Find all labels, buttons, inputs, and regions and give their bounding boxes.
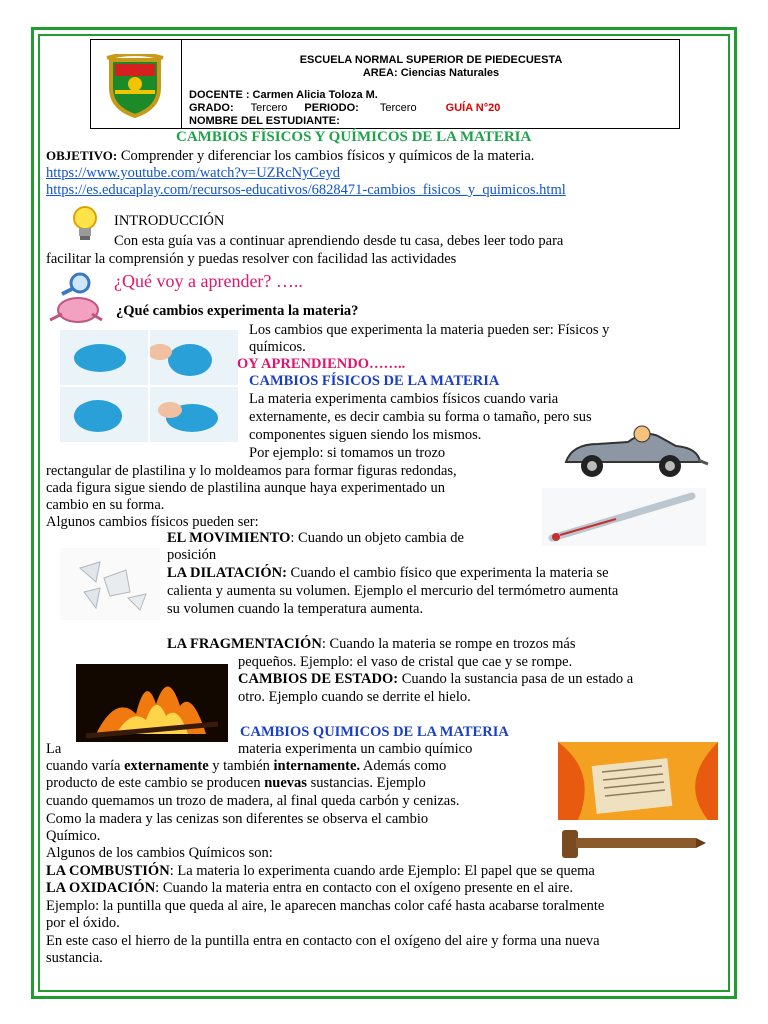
chemical-line-4: cuando quemamos un trozo de madera, al final queda carbón y cenizas. bbox=[46, 793, 460, 809]
chem-l3c: sustancias. Ejemplo bbox=[306, 775, 426, 791]
physical-line-6: cada figura sigue siendo de plastilina aunque haya experimentado un bbox=[46, 480, 446, 496]
fragmentation-label: LA FRAGMENTACIÓN bbox=[167, 636, 322, 652]
brain-icon bbox=[46, 296, 108, 326]
objective-label: OBJETIVO: bbox=[46, 148, 118, 163]
state-change-label: CAMBIOS DE ESTADO: bbox=[238, 671, 399, 687]
combustion-line bbox=[46, 863, 595, 880]
lightbulb-icon bbox=[68, 204, 102, 244]
thermometer-image bbox=[542, 488, 706, 546]
example-line-2: por el óxido. bbox=[46, 915, 120, 931]
chem-l3b: nuevas bbox=[264, 775, 307, 791]
fragmentation-line bbox=[167, 636, 576, 653]
physical-line-4: Por ejemplo: si tomamos un trozo bbox=[249, 445, 446, 461]
combustion-label: LA COMBUSTIÓN bbox=[46, 863, 170, 879]
objective bbox=[46, 147, 534, 165]
chemical-line-5: Como la madera y las cenizas son diferentes se observa el cambio bbox=[46, 811, 429, 827]
burning-paper-image bbox=[558, 742, 718, 820]
physical-line-8: Algunos cambios físicos pueden ser: bbox=[46, 514, 259, 530]
intro-heading: INTRODUCCIÓN bbox=[114, 213, 225, 229]
grade-label: GRADO: bbox=[189, 102, 234, 114]
dilation-label: LA DILATACIÓN: bbox=[167, 565, 287, 581]
period-value: Tercero bbox=[379, 102, 417, 114]
objective-text: Comprender y diferenciar los cambios físicos y químicos de la materia. bbox=[117, 148, 535, 164]
physical-line-3: componentes siguen siendo los mismos. bbox=[249, 427, 482, 443]
chemical-line-3 bbox=[46, 775, 426, 792]
chemical-line-2 bbox=[46, 758, 446, 775]
chemical-line-7: Algunos de los cambios Químicos son: bbox=[46, 845, 273, 861]
page-title: CAMBIOS FÍSICOS Y QUÍMICOS DE LA MATERIA bbox=[176, 129, 532, 145]
rusty-nail-image bbox=[556, 822, 706, 864]
header-box bbox=[90, 39, 680, 129]
answer-line-1: Los cambios que experimenta la materia pueden ser: Físicos y bbox=[249, 322, 610, 338]
school-shield-icon bbox=[105, 54, 165, 118]
chem-l3a: producto de este cambio se producen bbox=[46, 775, 265, 791]
broken-glass-image bbox=[60, 548, 160, 620]
chem-l2c: y también bbox=[208, 758, 274, 774]
school-name: ESCUELA NORMAL SUPERIOR DE PIEDECUESTA bbox=[299, 54, 563, 66]
movement-text: : Cuando un objeto cambia de bbox=[290, 530, 464, 546]
oxidation-line bbox=[46, 880, 573, 897]
combustion-text: : La materia lo experimenta cuando arde Ejemplo: El papel que se quema bbox=[169, 863, 595, 879]
oxidation-text: : Cuando la materia entra en contacto con el oxígeno presente en el aire. bbox=[155, 880, 574, 896]
car-image bbox=[558, 422, 710, 484]
state-change-text: Cuando la sustancia pasa de un estado a bbox=[398, 671, 634, 687]
fragmentation-text: : Cuando la materia se rompe en trozos más bbox=[321, 636, 576, 652]
physical-line-5: rectangular de plastilina y lo moldeamos para formar figuras redondas, bbox=[46, 463, 457, 479]
example-line-1: Ejemplo: la puntilla que queda al aire, le aparecen manchas color café hasta acabarse toralmente bbox=[46, 898, 605, 914]
dilation-line bbox=[167, 565, 609, 582]
physical-line-7: cambio en su forma. bbox=[46, 497, 165, 513]
chemical-heading: CAMBIOS QUIMICOS DE LA MATERIA bbox=[240, 724, 509, 740]
grade-value: Tercero bbox=[250, 102, 288, 114]
grade-row bbox=[189, 102, 500, 114]
dilation-line-2: calienta y aumenta su volumen. Ejemplo el mercurio del termómetro aumenta bbox=[167, 583, 619, 599]
physical-heading: CAMBIOS FÍSICOS DE LA MATERIA bbox=[249, 373, 500, 389]
dilation-line-3: su volumen cuando la temperatura aumenta. bbox=[167, 601, 424, 617]
physical-line-1: La materia experimenta cambios físicos cuando varia bbox=[249, 391, 559, 407]
teacher: DOCENTE : Carmen Alicia Toloza M. bbox=[189, 89, 378, 101]
period-label: PERIODO: bbox=[304, 102, 359, 114]
youtube-link[interactable]: https://www.youtube.com/watch?v=UZRcNyCeyd bbox=[46, 165, 340, 181]
chemical-line-6: Químico. bbox=[46, 828, 101, 844]
chem-l2e: Además como bbox=[360, 758, 447, 774]
logo-cell bbox=[91, 40, 182, 128]
movement-label: EL MOVIMIENTO bbox=[167, 530, 291, 546]
fragmentation-line-2: pequeños. Ejemplo: el vaso de cristal que cae y se rompe. bbox=[238, 654, 573, 670]
intro-line-2: facilitar la comprensión y puedas resolver con facilidad las actividades bbox=[46, 251, 457, 267]
example-line-4: sustancia. bbox=[46, 950, 103, 966]
state-change-line bbox=[238, 671, 633, 688]
intro-line-1: Con esta guía vas a continuar aprendiendo desde tu casa, debes leer todo para bbox=[114, 233, 564, 249]
chem-l2b: externamente bbox=[124, 758, 209, 774]
chemical-la: La bbox=[46, 741, 62, 757]
oxidation-label: LA OXIDACIÓN bbox=[46, 880, 156, 896]
guide-number: GUÍA N°20 bbox=[445, 102, 501, 114]
student-name-label: NOMBRE DEL ESTUDIANTE: bbox=[189, 115, 340, 127]
chemical-line-1: materia experimenta un cambio químico bbox=[238, 741, 473, 757]
physical-line-2: externamente, es decir cambia su forma o tamaño, pero sus bbox=[249, 409, 592, 425]
educaplay-link[interactable]: https://es.educaplay.com/recursos-educativos/6828471-cambios_fisicos_y_quimicos.html bbox=[46, 182, 566, 198]
movement-line bbox=[167, 530, 464, 547]
area: AREA: Ciencias Naturales bbox=[362, 67, 500, 79]
movement-line-2: posición bbox=[167, 547, 217, 563]
plasticine-image bbox=[60, 330, 238, 442]
example-line-3: En este caso el hierro de la puntilla entra en contacto con el oxígeno del aire y forma una nueva bbox=[46, 933, 600, 949]
voy-aprendiendo: OY APRENDIENDO…….. bbox=[237, 356, 406, 372]
state-change-line-2: otro. Ejemplo cuando se derrite el hielo. bbox=[238, 689, 471, 705]
answer-line-2: químicos. bbox=[249, 339, 306, 355]
bonfire-image bbox=[76, 664, 228, 742]
dilation-text: Cuando el cambio físico que experimenta la materia se bbox=[286, 565, 609, 581]
chem-l2a: cuando varía bbox=[46, 758, 125, 774]
chem-l2d: internamente. bbox=[273, 758, 361, 774]
magnifier-icon bbox=[58, 272, 94, 296]
question: ¿Qué cambios experimenta la materia? bbox=[116, 303, 359, 319]
learn-heading: ¿Qué voy a aprender? ….. bbox=[114, 271, 303, 291]
